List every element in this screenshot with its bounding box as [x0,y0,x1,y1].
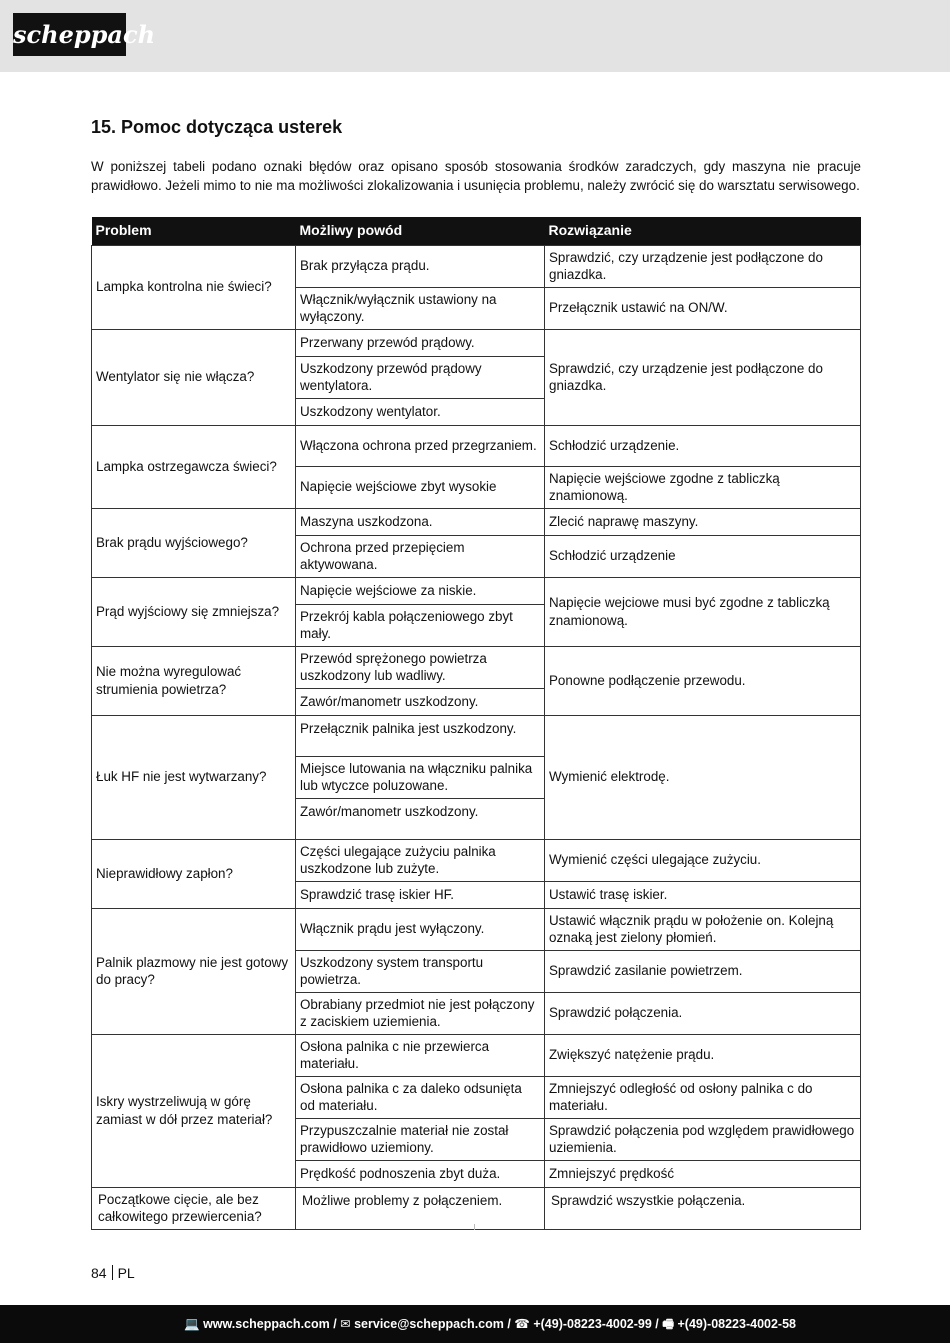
cause-cell: Przerwany przewód prądowy. [296,329,545,356]
cause-cell: Przekrój kabla połączeniowego zbyt mały. [296,604,545,646]
cause-cell: Miejsce lutowania na włączniku palnika lub wtyczce poluzowane. [296,756,545,798]
cause-cell: Prędkość podnoszenia zbyt duża. [296,1160,545,1187]
table-header-row [92,217,861,245]
page-number [91,1265,135,1281]
problem-cell: Nieprawidłowy zapłon? [92,839,296,908]
solution-cell: Zwiększyć natężenie prądu. [545,1034,861,1076]
cause-cell: Uszkodzony system transportu powietrza. [296,950,545,992]
problem-cell: Iskry wystrzeliwują w górę zamiast w dół przez materiał? [92,1034,296,1187]
solution-cell: Sprawdzić, czy urządzenie jest podłączone do gniazdka. [545,329,861,425]
problem-cell: Łuk HF nie jest wytwarzany? [92,715,296,839]
solution-cell: Zlecić naprawę maszyny. [545,508,861,535]
cause-cell: Włącznik prądu jest wyłączony. [296,908,545,950]
solution-cell: Sprawdzić połączenia pod względem prawidłowego uziemienia. [545,1118,861,1160]
header-cause: Możliwy powód [296,217,545,245]
solution-cell: Ustawić włącznik prądu w położenie on. Kolejną oznaką jest zielony płomień. [545,908,861,950]
section-intro: W poniższej tabeli podano oznaki błędów oraz opisano sposób stosowania środków zaradczych, gdy maszyna nie pracuje prawidłowo. Jeżeli mimo to nie ma możliwości zlokalizowania i usunięcia problemu, należy zwrócić się do warsztatu serwisowego. [91,159,861,193]
solution-cell: Napięcie wejściowe zgodne z tabliczką znamionową. [545,466,861,508]
problem-cell: Prąd wyjściowy się zmniejsza? [92,577,296,646]
table-row [92,425,861,466]
table-row [92,908,861,950]
solution-cell: Sprawdzić zasilanie powietrzem. [545,950,861,992]
solution-cell: Wymienić elektrodę. [545,715,861,839]
solution-cell: Zmniejszyć odległość od osłony palnika c do materiału. [545,1076,861,1118]
cause-cell: Napięcie wejściowe zbyt wysokie [296,466,545,508]
cause-cell: Włącznik/wyłącznik ustawiony na wyłączony. [296,287,545,329]
cause-cell: Ochrona przed przepięciem aktywowana. [296,535,545,577]
cause-cell: Zawór/manometr uszkodzony. [296,688,545,715]
solution-cell: Schłodzić urządzenie. [545,425,861,466]
cause-cell: Maszyna uszkodzona. [296,508,545,535]
problem-cell: Początkowe cięcie, ale bez całkowitego przewiercenia? [92,1187,296,1229]
cause-cell: Uszkodzony przewód prądowy wentylatora. [296,356,545,398]
cause-cell: Części ulegające zużyciu palnika uszkodzone lub zużyte. [296,839,545,881]
header-problem: Problem [92,217,296,245]
table-row [92,1034,861,1076]
page-language: PL [117,1265,135,1281]
page-footer [0,1305,950,1343]
table-row [92,839,861,881]
cause-cell: Możliwe problemy z połączeniem. [296,1187,545,1229]
section-title: 15. Pomoc dotycząca usterek [91,117,343,137]
cause-cell: Osłona palnika c nie przewierca materiału. [296,1034,545,1076]
page-number-divider [112,1265,113,1280]
problem-cell: Nie można wyregulować strumienia powietrza? [92,646,296,715]
table-row [92,646,861,688]
table-row [92,715,861,756]
solution-cell: Schłodzić urządzenie [545,535,861,577]
cause-cell: Brak przyłącza prądu. [296,245,545,287]
page-mark [474,1224,475,1230]
brand-logo: scheppach [13,13,126,56]
solution-cell: Sprawdzić, czy urządzenie jest podłączone do gniazdka. [545,245,861,287]
problem-cell: Lampka ostrzegawcza świeci? [92,425,296,508]
solution-cell: Sprawdzić połączenia. [545,992,861,1034]
cause-cell: Przełącznik palnika jest uszkodzony. [296,715,545,756]
cause-cell: Przewód sprężonego powietrza uszkodzony lub wadliwy. [296,646,545,688]
problem-cell: Palnik plazmowy nie jest gotowy do pracy? [92,908,296,1034]
footer-contact: 💻 www.scheppach.com / ✉ service@scheppach.com / ☎ +(49)-08223-4002-99 / 🖷 +(49)-08223-4002-58 [184,1317,796,1331]
cause-cell: Obrabiany przedmiot nie jest połączony z zaciskiem uziemienia. [296,992,545,1034]
problem-cell: Wentylator się nie włącza? [92,329,296,425]
cause-cell: Przypuszczalnie materiał nie został prawidłowo uziemiony. [296,1118,545,1160]
solution-cell: Ustawić trasę iskier. [545,881,861,908]
header-solution: Rozwiązanie [545,217,861,245]
troubleshooting-table [91,217,861,1230]
page-header [0,0,950,72]
cause-cell: Napięcie wejściowe za niskie. [296,577,545,604]
page-number-value: 84 [91,1265,107,1281]
solution-cell: Napięcie wejciowe musi być zgodne z tabliczką znamionową. [545,577,861,646]
cause-cell: Sprawdzić trasę iskier HF. [296,881,545,908]
problem-cell: Lampka kontrolna nie świeci? [92,245,296,329]
cause-cell: Uszkodzony wentylator. [296,398,545,425]
solution-cell: Przełącznik ustawić na ON/W. [545,287,861,329]
cause-cell: Zawór/manometr uszkodzony. [296,798,545,839]
cause-cell: Osłona palnika c za daleko odsunięta od materiału. [296,1076,545,1118]
table-row [92,1187,861,1229]
table-row [92,577,861,604]
table-row [92,508,861,535]
solution-cell: Wymienić części ulegające zużyciu. [545,839,861,881]
table-row [92,245,861,287]
solution-cell: Zmniejszyć prędkość [545,1160,861,1187]
cause-cell: Włączona ochrona przed przegrzaniem. [296,425,545,466]
solution-cell: Sprawdzić wszystkie połączenia. [545,1187,861,1229]
solution-cell: Ponowne podłączenie przewodu. [545,646,861,715]
problem-cell: Brak prądu wyjściowego? [92,508,296,577]
table-row [92,329,861,356]
